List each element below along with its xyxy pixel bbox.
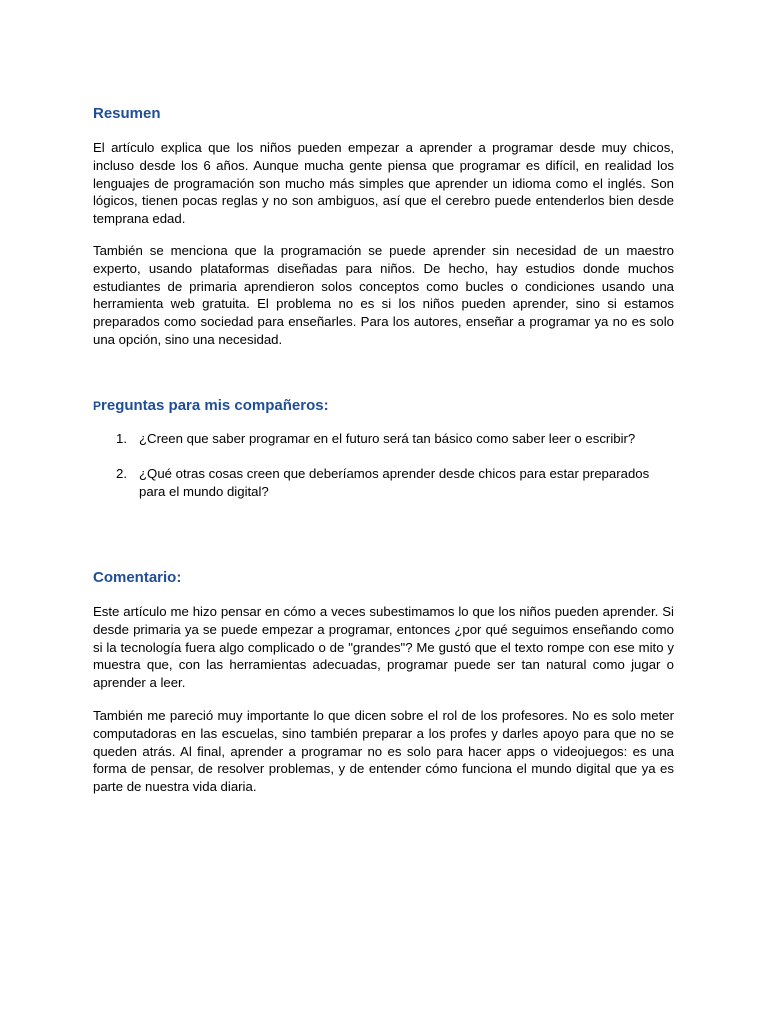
preguntas-heading-initial: P	[93, 399, 102, 413]
list-item-number: 1.	[116, 431, 127, 446]
list-item	[93, 430, 674, 448]
list-item	[93, 465, 674, 501]
resumen-heading: Resumen	[93, 105, 161, 122]
list-item-number: 2.	[116, 466, 127, 481]
preguntas-heading	[93, 396, 329, 416]
preguntas-list	[93, 430, 674, 501]
preguntas-heading-rest: reguntas para mis compañeros:	[101, 397, 329, 414]
list-item-text: ¿Qué otras cosas creen que deberíamos aprender desde chicos para estar preparados para el mundo digital?	[139, 466, 650, 499]
resumen-paragraph-2: También se menciona que la programación se puede aprender sin necesidad de un maestro experto, usando plataformas diseñadas para niños. De hecho, hay estudios donde muchos estudiantes de primaria aprendieron solos conceptos como bucles o condiciones usando una herramienta web gratuita. El problema no es si los niños pueden aprender, sino si estamos preparados como sociedad para enseñarles. Para los autores, enseñar a programar ya no es solo una opción, sino una necesidad.	[93, 243, 674, 347]
comentario-paragraph-2: También me pareció muy importante lo que dicen sobre el rol de los profesores. No es solo meter computadoras en las escuelas, sino también preparar a los profes y darles apoyo para que no se queden atrás. Al final, aprender a programar no es solo para hacer apps o videojuegos: es una forma de pensar, de resolver problemas, y de entender cómo funciona el mundo digital que ya es parte de nuestra vida diaria.	[93, 708, 674, 795]
list-item-text: ¿Creen que saber programar en el futuro será tan básico como saber leer o escribir?	[139, 431, 636, 446]
comentario-heading: Comentario:	[93, 569, 182, 586]
resumen-paragraph-1: El artículo explica que los niños pueden empezar a aprender a programar desde muy chicos, incluso desde los 6 años. Aunque mucha gente piensa que programar es difícil, en realidad los lenguajes de programación son mucho más simples que aprender un idioma como el inglés. Son lógicos, tienen pocas reglas y no son ambiguos, así que el cerebro puede entenderlos bien desde temprana edad.	[93, 140, 674, 227]
comentario-paragraph-1: Este artículo me hizo pensar en cómo a veces subestimamos lo que los niños pueden aprender. Si desde primaria ya se puede empezar a programar, entonces ¿por qué seguimos enseñando como si la tecnología fuera algo complicado o de "grandes"? Me gustó que el texto rompe con ese mito y muestra que, con las herramientas adecuadas, programar puede ser tan natural como jugar o aprender a leer.	[93, 604, 674, 691]
